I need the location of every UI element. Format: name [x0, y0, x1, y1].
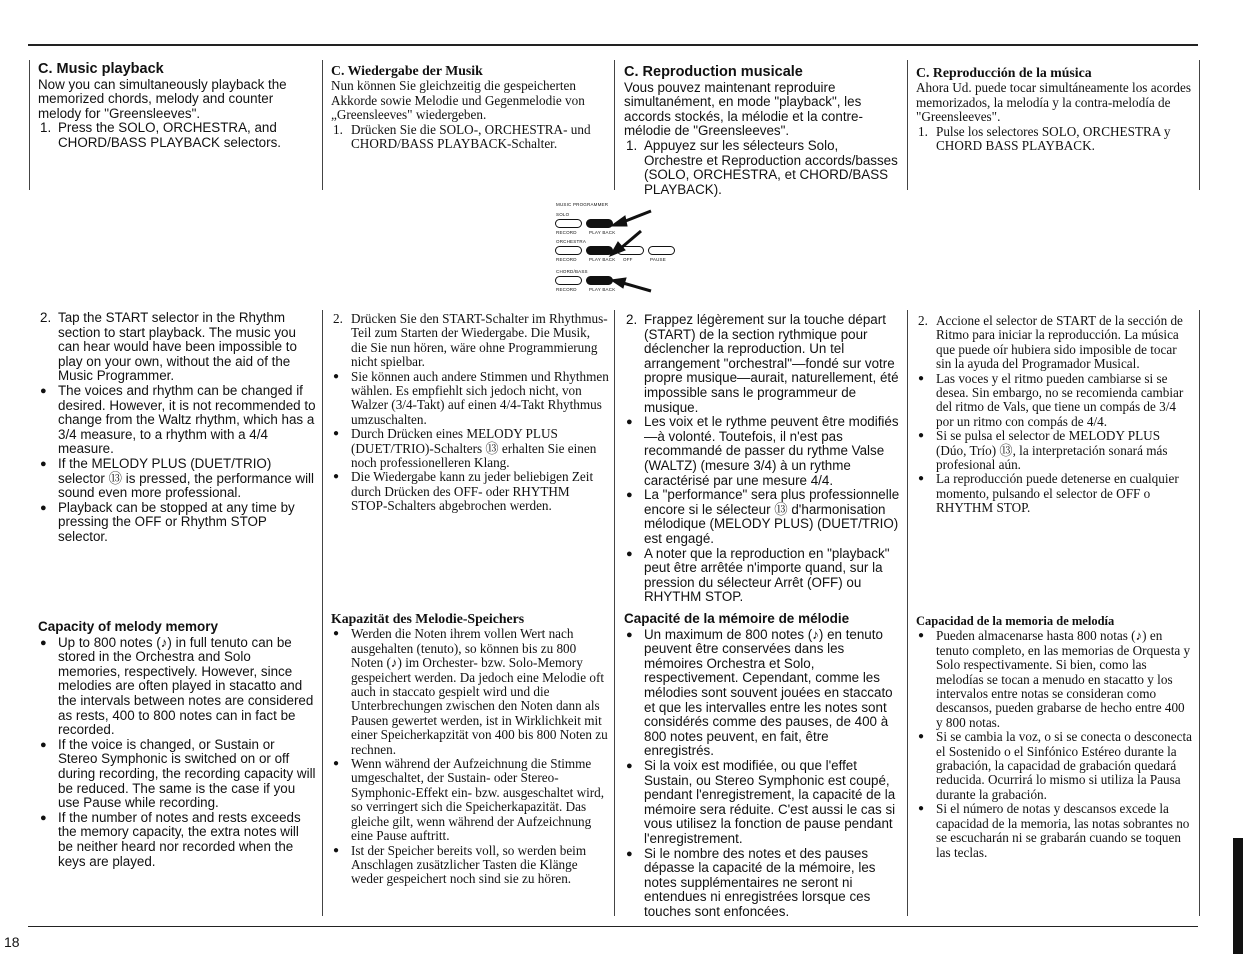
en-capacity-bullet: ● If the voice is changed, or Sustain or Stereo Symphonic is switched on or off during recording, the recording capacity will be reduced. The same is the case if you use Pause while recording. — [38, 738, 316, 811]
arrow-icon — [623, 211, 651, 222]
french-section-steps — [624, 313, 900, 605]
pointer-arrows — [553, 198, 693, 302]
panel-playback-label: PLAY BACK — [589, 287, 616, 292]
de-capacity-bullet: ● Werden die Noten ihrem vollen Wert nach ausgehalten (tenuto), so können bis zu 800 Noten (♪) im Orchester- bzw. Solo-Memory gespeichert werden. Da jedoch eine Melodie oft auch in staccato gespielt wird und die Unterbrechungen zwischen den Noten dann als Pausen gewertet werden, ist in Wirklichkeit mit einer Speicherkapzität von 400 bis 800 Noten zu rechnen. — [331, 627, 609, 757]
spanish-section-steps — [916, 314, 1192, 516]
es-intro: Ahora Ud. puede tocar simultáneamente los acordes memorizados, la melodía y la contra-melodía de "Greensleeves". — [916, 80, 1192, 125]
es-step-1-text: Pulse los selectores SOLO, ORCHESTRA y CHORD BASS PLAYBACK. — [936, 123, 1171, 154]
music-programmer-panel-illustration — [553, 198, 693, 302]
fr-intro: Vous pouvez maintenant reproduire simultanément, en mode "playback", les accords stockés, la mélodie et la contre-mélodie de "Greensleeves". — [624, 79, 863, 139]
column-divider — [1199, 310, 1200, 916]
fr-step-2: 2. Frappez légèrement sur la touche départ (START) de la section rythmique pour déclencher la reproduction. Un tel arrangement "orchestral"—fondé sur votre propre musique—aurait, naturellement, été impossible sans le programmeur de musique. — [626, 312, 899, 415]
arrow-head-icon — [611, 278, 626, 288]
panel-record-label: RECORD — [556, 257, 577, 262]
de-step-1-text: Drücken Sie die SOLO-, ORCHESTRA- und CHORD/BASS PLAYBACK-Schalter. — [351, 121, 591, 152]
es-step-2-text: Accione el selector de START de la sección de Ritmo para iniciar la reproducción. La música que puede oír hubiera sido imposible de tocar sin la ayuda del Programador Musical. — [936, 313, 1183, 372]
es-bullet: ● Las voces y el ritmo pueden cambiarse si se desea. Sin embargo, no se recomienda cambiar del ritmo de Vals, que tiene un compás de 3/4 por un ritmo con compás de 4/4. — [916, 372, 1192, 430]
en-step-2: 2. Tap the START selector in the Rhythm section to start playback. The music you can hear would have been impossible to play on your own, without the aid of the Music Programmer. — [40, 310, 297, 384]
column-divider — [907, 60, 908, 190]
en-capacity-bullet: ● Up to 800 notes (♪) in full tenuto can be stored in the Orchestra and Solo memories, respectively. However, since melodies are often played in stacatto and the intervals between notes are considered as rests, 400 to 800 notes can in fact be recorded. — [38, 636, 316, 738]
en-step-1: 1. Press the SOLO, ORCHESTRA, and CHORD/BASS PLAYBACK selectors. — [40, 120, 281, 150]
fr-bullet: ● La "performance" sera plus professionnelle encore si le sélecteur ⑬ d'harmonisation mélodique (MELODY PLUS) (DUET/TRIO) est engagé. — [624, 488, 900, 546]
column-divider — [1199, 60, 1200, 190]
fr-capacity-bullet: ● Si le nombre des notes et des pauses dépasse la capacité de la mémoire, les notes supplémentaires ne seront ni entendues ni enregistrées lorsque ces touches sont enfoncées. — [624, 847, 900, 920]
de-capacity-bullet: ● Ist der Speicher bereits voll, so werden beim Anschlagen zusätzlicher Tasten die Klänge weder gespeichert noch sind sie zu hören. — [331, 844, 609, 887]
german-section-intro — [331, 64, 609, 151]
en-bullet: ● If the MELODY PLUS (DUET/TRIO) selector ⑬ is pressed, the performance will sound even more professional. — [38, 457, 316, 501]
arrow-icon — [623, 283, 651, 291]
es-heading: C. Reproducción de la música — [916, 65, 1092, 80]
de-heading: C. Wiedergabe der Musik — [331, 63, 483, 78]
column-divider — [614, 310, 615, 916]
es-capacity-bullet: ● Si el número de notas y descansos excede la capacidad de la memoria, las notas sobrantes no se escucharán ni se grabarán cuando se toquen las teclas. — [916, 802, 1192, 860]
en-intro: Now you can simultaneously playback the memorized chords, melody and counter melody for "Greensleeves". — [38, 76, 287, 121]
fr-step-1-text: Appuyez sur les sélecteurs Solo, Orchestre et Reproduction accords/basses (SOLO, ORCHESTRA, et CHORD/BASS PLAYBACK). — [644, 137, 898, 197]
english-section-steps — [38, 311, 316, 545]
en-capacity-heading: Capacity of melody memory — [38, 619, 219, 634]
fr-bullet: ● A noter que la reproduction en "playback" peut être arrêtée n'importe quand, sur la pression du sélecteur Arrêt (OFF) ou RHYTHM STOP. — [624, 547, 900, 605]
panel-record-label: RECORD — [556, 287, 577, 292]
de-step-1: 1. Drücken Sie die SOLO-, ORCHESTRA- und CHORD/BASS PLAYBACK-Schalter. — [333, 121, 591, 152]
fr-capacity-heading: Capacité de la mémoire de mélodie — [624, 611, 850, 626]
french-section-intro — [624, 65, 900, 197]
page-number: 18 — [4, 934, 20, 950]
english-capacity-section — [38, 620, 316, 869]
en-capacity-bullet: ● If the number of notes and rests exceeds the memory capacity, the extra notes will be neither heard nor recorded when the keys are played. — [38, 811, 316, 869]
panel-pause-label: PAUSE — [650, 257, 666, 262]
es-capacity-heading: Capacidad de la memoria de melodía — [916, 614, 1115, 628]
panel-playback-label: PLAY BACK — [589, 230, 616, 235]
german-capacity-section — [331, 612, 609, 887]
de-bullet: ● Durch Drücken eines MELODY PLUS (DUET/TRIO)-Schalters ⑬ erhalten Sie einen noch professionelleren Klang. — [331, 427, 609, 470]
fr-heading: C. Reproduction musicale — [624, 64, 803, 80]
binding-edge-mark — [1233, 838, 1243, 954]
fr-bullet: ● Les voix et le rythme peuvent être modifiés—à volonté. Toutefois, il n'est pas recommandé de passer du rythme Valse (WALTZ) (mesure 3/4) à un rythme caractérisé par une mesure 4/4. — [624, 415, 900, 488]
arrow-head-icon — [610, 242, 625, 256]
bottom-rule — [28, 926, 1198, 927]
fr-step-1: 1. Appuyez sur les sélecteurs Solo, Orchestre et Reproduction accords/basses (SOLO, ORCHESTRA, et CHORD/BASS PLAYBACK). — [626, 137, 898, 197]
german-section-steps — [331, 312, 609, 514]
fr-capacity-bullet: ● Si la voix est modifiée, ou que l'effet Sustain, ou Stereo Symphonic est coupé, pendant l'enregistrement, la capacité de la mémoire sera réduite. C'est aussi le cas si vous utilisez la fonction de pause pendant l'enregistrement. — [624, 759, 900, 847]
es-capacity-bullet: ● Pueden almacenarse hasta 800 notas (♪) en tenuto completo, en las memorias de Orquesta y Solo respectivamente. Si bien, como las melodías se tocan a menudo en stacatto y los intervalos entre notas se consideran como descansos, pueden grabarse de hecho entre 400 y 800 notas. — [916, 629, 1192, 730]
es-capacity-bullet: ● Si se cambia la voz, o si se conecta o desconecta el Sostenido o el Sinfónico Estéreo durante la grabación, la capacidad de grabación quedará reducida. Ocurrirá lo mismo si utiliza la Pausa durante la grabación. — [916, 730, 1192, 802]
en-bullet: ● Playback can be stopped at any time by pressing the OFF or Rhythm STOP selector. — [38, 501, 316, 545]
column-divider — [614, 60, 615, 190]
es-step-1: 1. Pulse los selectores SOLO, ORCHESTRA y CHORD BASS PLAYBACK. — [918, 123, 1171, 154]
spanish-section-intro — [916, 66, 1192, 153]
panel-record-label: RECORD — [556, 230, 577, 235]
en-bullet: ● The voices and rhythm can be changed if desired. However, it is not recommended to change from the Waltz rhythm, which has a 3/4 measure, to a rhythm with a 4/4 measure. — [38, 384, 316, 457]
es-bullet: ● Si se pulsa el selector de MELODY PLUS (Dúo, Trío) ⑬, la interpretación sonará más profesional aún. — [916, 429, 1192, 472]
de-step-2: 2. Drücken Sie den START-Schalter im Rhythmus-Teil zum Starten der Wiedergabe. Die Musik, die Sie nun hören, wäre ohne Programmierung nicht spielbar. — [333, 311, 608, 370]
column-divider — [907, 310, 908, 916]
de-capacity-bullet: ● Wenn während der Aufzeichnung die Stimme umgeschaltet, der Sustain- oder Stereo-Symphonic-Effekt ein- bzw. ausgeschaltet wird, so verringert sich die Speicherkapazität. Das gleiche gilt, wenn während der Aufzeichnung eine Pause auftritt. — [331, 757, 609, 843]
de-capacity-heading: Kapazität des Melodie-Speichers — [331, 611, 525, 626]
fr-capacity-bullet: ● Un maximum de 800 notes (♪) en tenuto peuvent être conservées dans les mémoires Orchestra et Solo, respectivement. Cependant, comme les mélodies sont souvent jouées en staccato et que les intervalles entre les notes sont considérés comme des pauses, de 400 à 800 notes peuvent, en fait, être enregistrés. — [624, 628, 900, 759]
column-divider — [322, 310, 323, 916]
panel-playback-label: PLAY BACK — [589, 257, 616, 262]
spanish-capacity-section — [916, 614, 1192, 860]
es-step-2: 2. Accione el selector de START de la sección de Ritmo para iniciar la reproducción. La música que puede oír hubiera sido imposible de tocar sin la ayuda del Programador Musical. — [918, 313, 1183, 372]
en-step-2-text: Tap the START selector in the Rhythm section to start playback. The music you can hear would have been impossible to play on your own, without the aid of the Music Programmer. — [58, 310, 297, 384]
panel-chord-bass-label: CHORD/BASS — [556, 269, 588, 274]
es-bullet: ● La reproducción puede detenerse en cualquier momento, pulsando el selector de OFF o RHYTHM STOP. — [916, 472, 1192, 515]
en-heading: C. Music playback — [38, 61, 164, 77]
column-divider — [29, 60, 30, 190]
top-rule — [28, 44, 1198, 46]
fr-step-2-text: Frappez légèrement sur la touche départ (START) de la section rythmique pour déclencher la reproduction. Un tel arrangement "orchestral"—fondé sur votre propre musique—aurait, naturellement, été impossible sans le programmeur de musique. — [644, 312, 899, 415]
panel-title: MUSIC PROGRAMMER — [556, 202, 609, 207]
en-step-1-text: Press the SOLO, ORCHESTRA, and CHORD/BASS PLAYBACK selectors. — [58, 120, 281, 150]
french-capacity-section — [624, 612, 900, 919]
panel-off-label: OFF — [623, 257, 633, 262]
de-step-2-text: Drücken Sie den START-Schalter im Rhythmus-Teil zum Starten der Wiedergabe. Die Musik, die Sie nun hören, wäre ohne Programmierung nicht spielbar. — [351, 311, 608, 370]
de-bullet: ● Sie können auch andere Stimmen und Rhythmen wählen. Es empfiehlt sich jedoch nicht, von Walzer (3/4-Takt) auf einen 4/4-Takt Rhythmus umzuschalten. — [331, 370, 609, 428]
panel-orchestra-label: ORCHESTRA — [556, 239, 587, 244]
column-divider — [322, 60, 323, 190]
arrow-icon — [621, 231, 641, 248]
english-section-intro — [38, 62, 316, 151]
arrow-head-icon — [611, 216, 627, 226]
panel-solo-label: SOLO — [556, 212, 570, 217]
de-intro: Nun können Sie gleichzeitig die gespeicherten Akkorde sowie Melodie und Gegenmelodie von „Greensleeves" wiedergeben. — [331, 78, 585, 123]
de-bullet: ● Die Wiedergabe kann zu jeder beliebigen Zeit durch Drücken des OFF- oder RHYTHM STOP-Schalters abgebrochen werden. — [331, 470, 609, 513]
